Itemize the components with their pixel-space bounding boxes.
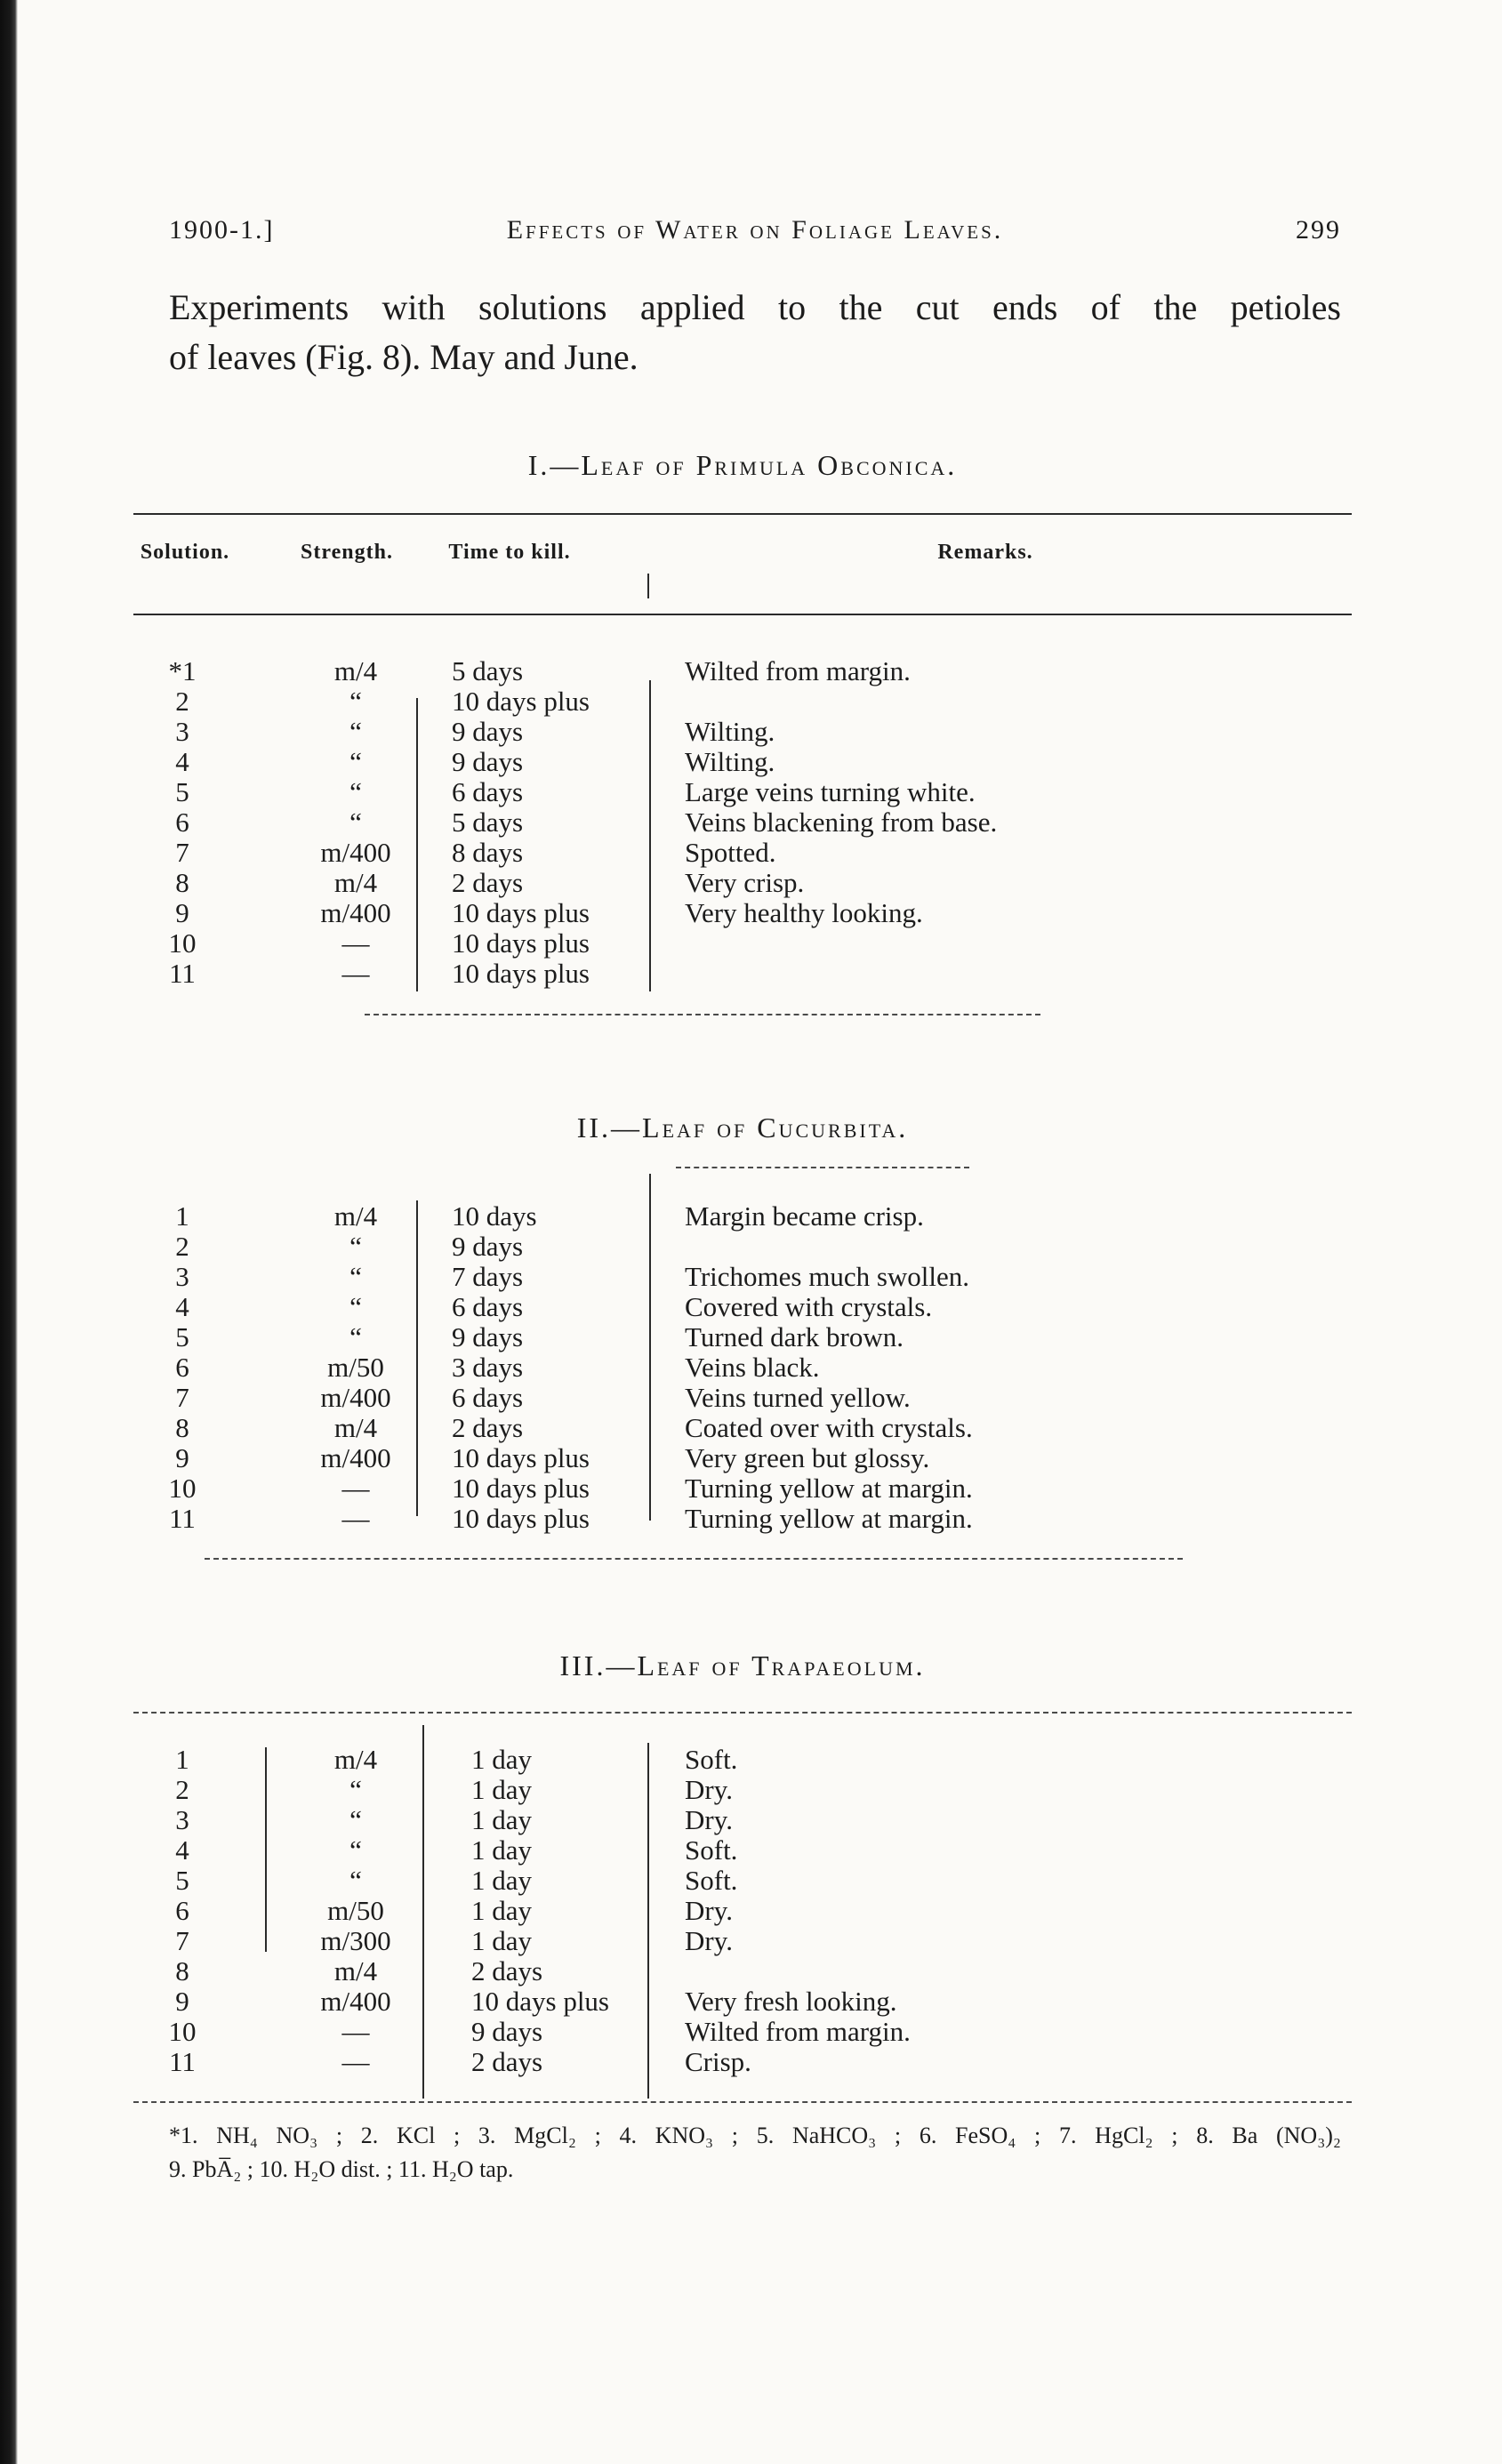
cell-solution: 5 xyxy=(175,776,189,807)
intro-line-2: of leaves (Fig. 8). May and June. xyxy=(169,337,639,377)
table-row xyxy=(133,1806,1352,1834)
cell-solution: 9 xyxy=(175,1986,189,2017)
table-primula xyxy=(133,449,1352,1036)
cell-time: 1 day xyxy=(471,1804,533,1835)
cell-solution: 4 xyxy=(175,746,189,777)
header-solution: Solution. xyxy=(140,541,230,564)
cell-time: 10 days xyxy=(452,1200,537,1232)
cell-remarks: Wilting. xyxy=(685,746,775,777)
cell-strength: “ xyxy=(349,1865,362,1896)
page-number: 299 xyxy=(1296,215,1341,245)
table-top-rule xyxy=(133,513,1352,515)
cell-strength: m/4 xyxy=(333,1412,378,1443)
cell-time: 10 days plus xyxy=(452,927,590,959)
cell-remarks: Wilted from margin. xyxy=(685,655,911,686)
cell-strength: m/4 xyxy=(333,655,378,686)
cell-strength: — xyxy=(341,2016,370,2047)
cell-time: 6 days xyxy=(452,776,524,807)
cell-remarks: Dry. xyxy=(685,1925,733,1956)
cell-solution: 10 xyxy=(168,927,197,959)
table-row xyxy=(133,748,1352,776)
cell-time: 7 days xyxy=(452,1261,524,1292)
cell-solution: 2 xyxy=(175,1774,189,1805)
cell-remarks: Turning yellow at margin. xyxy=(685,1473,973,1504)
running-header xyxy=(169,215,1341,251)
cell-strength: “ xyxy=(349,776,362,807)
cell-time: 10 days plus xyxy=(452,897,590,928)
table-row xyxy=(133,1202,1352,1231)
cell-remarks: Very green but glossy. xyxy=(685,1442,930,1473)
table-row xyxy=(133,2018,1352,2046)
cell-solution: 8 xyxy=(175,867,189,898)
cell-remarks: Soft. xyxy=(685,1865,738,1896)
cell-time: 9 days xyxy=(471,2016,543,2047)
cell-remarks: Very healthy looking. xyxy=(685,897,923,928)
cell-time: 1 day xyxy=(471,1744,533,1775)
cell-solution: 10 xyxy=(168,2016,197,2047)
cell-solution: 11 xyxy=(169,958,196,989)
table-row xyxy=(133,718,1352,746)
cell-remarks: Spotted. xyxy=(685,837,776,868)
cell-time: 6 days xyxy=(452,1382,524,1413)
cell-remarks: Very fresh looking. xyxy=(685,1986,897,2017)
cell-remarks: Turning yellow at margin. xyxy=(685,1503,973,1534)
cell-solution: 1 xyxy=(175,1744,189,1775)
header-volume: 1900-1.] xyxy=(169,215,275,245)
cell-remarks: Dry. xyxy=(685,1774,733,1805)
cell-strength: m/4 xyxy=(333,1200,378,1232)
table-row xyxy=(133,1384,1352,1412)
footnote xyxy=(169,2119,1341,2187)
cell-time: 6 days xyxy=(452,1291,524,1322)
table-row xyxy=(133,1927,1352,1955)
cell-solution: 6 xyxy=(175,807,189,838)
cell-time: 5 days xyxy=(452,655,524,686)
cell-strength: m/50 xyxy=(327,1352,384,1383)
table-trapaeolum xyxy=(133,1649,1352,2112)
cell-strength: m/50 xyxy=(327,1895,384,1926)
header-bottom-rule xyxy=(133,614,1352,615)
cell-remarks: Veins black. xyxy=(685,1352,820,1383)
table-row xyxy=(133,1414,1352,1442)
cell-time: 9 days xyxy=(452,1231,524,1262)
cell-time: 10 days plus xyxy=(452,1473,590,1504)
cell-strength: — xyxy=(341,1503,370,1534)
table-row xyxy=(133,1293,1352,1321)
cell-time: 10 days plus xyxy=(452,1503,590,1534)
intro-line-1: Experiments with solutions applied to the cut ends of the petioles xyxy=(169,287,1341,327)
cell-solution: 9 xyxy=(175,897,189,928)
cell-strength: “ xyxy=(349,1774,362,1805)
cell-remarks: Margin became crisp. xyxy=(685,1200,924,1232)
table-row xyxy=(133,869,1352,897)
cell-time: 2 days xyxy=(452,1412,524,1443)
table-cucurbita xyxy=(133,1112,1352,1574)
cell-time: 2 days xyxy=(471,1955,543,1986)
cell-solution: 5 xyxy=(175,1865,189,1896)
table-row xyxy=(133,1957,1352,1986)
footnote-line-1: *1. NH₄ NO₃ ; 2. KCl ; 3. MgCl₂ ; 4. KNO₃ ; 5. NaHCO₃ ; 6. FeSO₄ ; 7. HgCl₂ ; 8. Ba (NO₃)₂ xyxy=(169,2123,1341,2148)
section-title: III.—Leaf of Trapaeolum. xyxy=(559,1649,926,1681)
cell-strength: “ xyxy=(349,1231,362,1262)
section-title: II.—Leaf of Cucurbita. xyxy=(576,1112,909,1144)
cell-strength: “ xyxy=(349,807,362,838)
cell-solution: 8 xyxy=(175,1955,189,1986)
cell-strength: — xyxy=(341,1473,370,1504)
cell-strength: “ xyxy=(349,1321,362,1352)
cell-time: 2 days xyxy=(452,867,524,898)
cell-solution: 10 xyxy=(168,1473,197,1504)
cell-time: 1 day xyxy=(471,1865,533,1896)
header-divider xyxy=(647,574,649,598)
cell-strength: m/4 xyxy=(333,1955,378,1986)
cell-time: 10 days plus xyxy=(452,686,590,717)
cell-solution: 5 xyxy=(175,1321,189,1352)
cell-remarks: Veins blackening from base. xyxy=(685,807,998,838)
table-row xyxy=(133,1353,1352,1382)
cell-strength: “ xyxy=(349,1804,362,1835)
table-row xyxy=(133,808,1352,837)
cell-solution: 7 xyxy=(175,1925,189,1956)
cell-strength: — xyxy=(341,958,370,989)
table-row xyxy=(133,1505,1352,1533)
cell-solution: 8 xyxy=(175,1412,189,1443)
cell-solution: 3 xyxy=(175,1804,189,1835)
header-remarks: Remarks. xyxy=(937,541,1033,564)
table-row xyxy=(133,959,1352,988)
cell-strength: “ xyxy=(349,1291,362,1322)
table-bottom-rule xyxy=(365,1014,1040,1015)
cell-time: 9 days xyxy=(452,1321,524,1352)
cell-solution: 11 xyxy=(169,1503,196,1534)
section-title: I.—Leaf of Primula Obconica. xyxy=(527,449,958,481)
cell-time: 10 days plus xyxy=(452,958,590,989)
cell-time: 1 day xyxy=(471,1895,533,1926)
table-row xyxy=(133,1776,1352,1804)
cell-solution: 2 xyxy=(175,1231,189,1262)
footnote-line-2: 9. PbA̅₂ ; 10. H₂O dist. ; 11. H₂O tap. xyxy=(169,2156,514,2182)
cell-remarks: Turned dark brown. xyxy=(685,1321,904,1352)
cell-strength: m/400 xyxy=(320,1382,391,1413)
cell-strength: m/300 xyxy=(320,1925,391,1956)
table-row xyxy=(133,929,1352,958)
table-row xyxy=(133,657,1352,686)
header-strength: Strength. xyxy=(301,541,393,564)
cell-solution: 4 xyxy=(175,1291,189,1322)
cell-solution: *1 xyxy=(168,655,197,686)
table-row xyxy=(133,1232,1352,1261)
cell-remarks: Large veins turning white. xyxy=(685,776,976,807)
cell-time: 2 days xyxy=(471,2046,543,2077)
cell-time: 1 day xyxy=(471,1774,533,1805)
cell-time: 9 days xyxy=(452,746,524,777)
cell-remarks: Dry. xyxy=(685,1804,733,1835)
cell-time: 8 days xyxy=(452,837,524,868)
cell-remarks: Dry. xyxy=(685,1895,733,1926)
cell-remarks: Coated over with crystals. xyxy=(685,1412,973,1443)
cell-strength: “ xyxy=(349,686,362,717)
cell-remarks: Veins turned yellow. xyxy=(685,1382,911,1413)
cell-time: 3 days xyxy=(452,1352,524,1383)
table-row xyxy=(133,1323,1352,1352)
table-row xyxy=(133,1474,1352,1503)
cell-strength: — xyxy=(341,2046,370,2077)
cell-strength: m/400 xyxy=(320,897,391,928)
cell-solution: 7 xyxy=(175,837,189,868)
cell-remarks: Covered with crystals. xyxy=(685,1291,933,1322)
table-top-rule xyxy=(133,1712,1352,1714)
table-row xyxy=(133,687,1352,716)
cell-time: 10 days plus xyxy=(452,1442,590,1473)
header-time: Time to kill. xyxy=(448,541,571,564)
table-row xyxy=(133,839,1352,867)
table-row xyxy=(133,1746,1352,1774)
table-row xyxy=(133,1836,1352,1865)
cell-time: 1 day xyxy=(471,1834,533,1866)
table-row xyxy=(133,899,1352,927)
cell-time: 5 days xyxy=(452,807,524,838)
cell-time: 10 days plus xyxy=(471,1986,609,2017)
cell-strength: “ xyxy=(349,746,362,777)
cell-remarks: Soft. xyxy=(685,1834,738,1866)
table-row xyxy=(133,1987,1352,2016)
table-row xyxy=(133,1444,1352,1473)
cell-remarks: Crisp. xyxy=(685,2046,751,2077)
cell-time: 9 days xyxy=(452,716,524,747)
cell-remarks: Very crisp. xyxy=(685,867,805,898)
cell-solution: 3 xyxy=(175,1261,189,1292)
cell-strength: m/4 xyxy=(333,1744,378,1775)
cell-solution: 4 xyxy=(175,1834,189,1866)
cell-solution: 2 xyxy=(175,686,189,717)
cell-solution: 11 xyxy=(169,2046,196,2077)
cell-strength: “ xyxy=(349,716,362,747)
cell-remarks: Soft. xyxy=(685,1744,738,1775)
table-bottom-rule xyxy=(133,2101,1352,2103)
table-row xyxy=(133,2048,1352,2076)
page-binding-edge xyxy=(0,0,18,2464)
table-row xyxy=(133,1263,1352,1291)
cell-remarks: Wilting. xyxy=(685,716,775,747)
cell-strength: “ xyxy=(349,1261,362,1292)
cell-solution: 9 xyxy=(175,1442,189,1473)
cell-strength: — xyxy=(341,927,370,959)
cell-solution: 3 xyxy=(175,716,189,747)
cell-remarks: Wilted from margin. xyxy=(685,2016,911,2047)
cell-strength: m/400 xyxy=(320,837,391,868)
cell-strength: m/400 xyxy=(320,1986,391,2017)
cell-strength: m/4 xyxy=(333,867,378,898)
cell-solution: 7 xyxy=(175,1382,189,1413)
header-title: Effects of Water on Foliage Leaves. xyxy=(506,215,1004,245)
table-row xyxy=(133,1866,1352,1895)
cell-solution: 1 xyxy=(175,1200,189,1232)
table-row xyxy=(133,1897,1352,1925)
cell-solution: 6 xyxy=(175,1352,189,1383)
cell-solution: 6 xyxy=(175,1895,189,1926)
cell-strength: “ xyxy=(349,1834,362,1866)
cell-strength: m/400 xyxy=(320,1442,391,1473)
title-underline xyxy=(676,1167,969,1168)
cell-time: 1 day xyxy=(471,1925,533,1956)
table-bottom-rule xyxy=(205,1558,1183,1560)
cell-remarks: Trichomes much swollen. xyxy=(685,1261,970,1292)
intro-paragraph xyxy=(169,283,1341,382)
table-row xyxy=(133,778,1352,807)
